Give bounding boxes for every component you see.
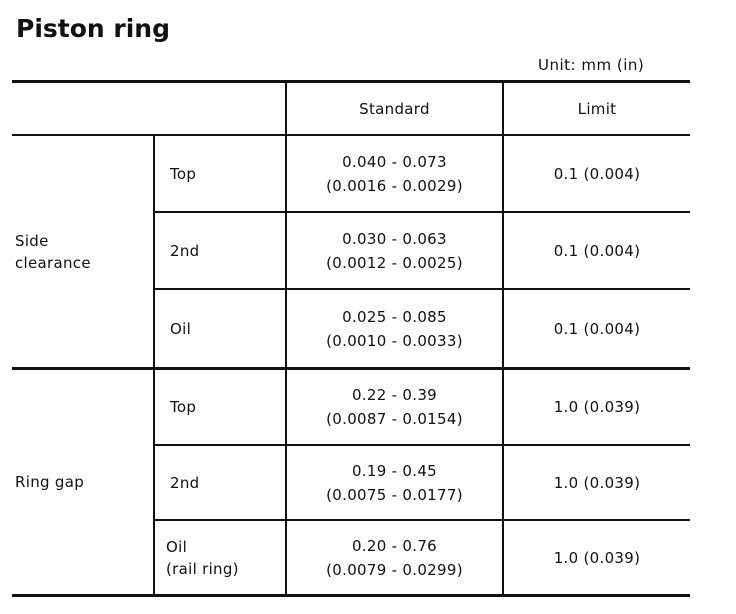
limit-value-cell [504, 370, 690, 444]
limit-value-cell [504, 136, 690, 211]
standard-mm: 0.20 - 0.76 [351, 536, 438, 555]
ring-type-cell [170, 290, 285, 367]
ring-type: Top [170, 164, 197, 183]
ring-type: 2nd [170, 241, 200, 260]
ring-type-note: (rail ring) [166, 559, 239, 578]
limit-value: 1.0 (0.039) [553, 548, 641, 567]
standard-value-cell [287, 370, 502, 444]
unit-label: Unit: mm (in) [538, 56, 645, 74]
limit-value-cell [504, 446, 690, 519]
ring-type: Oil [166, 537, 188, 556]
limit-value-cell [504, 521, 690, 594]
table-bottom-rule [12, 594, 690, 597]
group-label-line: Side [15, 231, 49, 250]
limit-value-cell [504, 290, 690, 367]
standard-in: (0.0016 - 0.0029) [326, 176, 463, 195]
ring-type-cell [170, 136, 285, 211]
limit-value: 1.0 (0.039) [553, 473, 641, 492]
standard-in: (0.0012 - 0.0025) [326, 253, 463, 272]
limit-value: 0.1 (0.004) [553, 241, 641, 260]
limit-value: 0.1 (0.004) [553, 164, 641, 183]
standard-mm: 0.19 - 0.45 [351, 461, 438, 480]
standard-in: (0.0075 - 0.0177) [326, 485, 463, 504]
group-label-ring-gap [15, 370, 153, 594]
limit-value: 0.1 (0.004) [553, 319, 641, 338]
limit-value-cell [504, 213, 690, 288]
group-label-line: Ring gap [15, 473, 85, 491]
header-limit: Limit [577, 100, 617, 118]
header-standard: Standard [359, 100, 430, 118]
page-title: Piston ring [16, 14, 170, 43]
limit-value: 1.0 (0.039) [553, 398, 641, 416]
ring-type: Oil [170, 319, 192, 338]
standard-mm: 0.22 - 0.39 [351, 386, 438, 404]
standard-in: (0.0010 - 0.0033) [326, 331, 463, 350]
ring-type: Top [170, 398, 197, 416]
standard-mm: 0.040 - 0.073 [342, 152, 447, 171]
table-top-rule [12, 80, 690, 83]
standard-value-cell [287, 136, 502, 211]
standard-value-cell [287, 446, 502, 519]
standard-value-cell [287, 290, 502, 367]
group-label-line: clearance [15, 253, 91, 272]
standard-value-cell [287, 213, 502, 288]
standard-in: (0.0087 - 0.0154) [326, 410, 463, 428]
ring-type-cell [170, 370, 285, 444]
ring-type-cell [170, 446, 285, 519]
ring-type-cell [166, 521, 285, 594]
ring-type: 2nd [170, 473, 200, 492]
standard-mm: 0.030 - 0.063 [342, 229, 447, 248]
standard-in: (0.0079 - 0.0299) [326, 560, 463, 579]
column-divider [153, 134, 155, 596]
group-label-side-clearance [15, 136, 153, 367]
standard-mm: 0.025 - 0.085 [342, 307, 447, 326]
ring-type-cell [170, 213, 285, 288]
standard-value-cell [287, 521, 502, 594]
